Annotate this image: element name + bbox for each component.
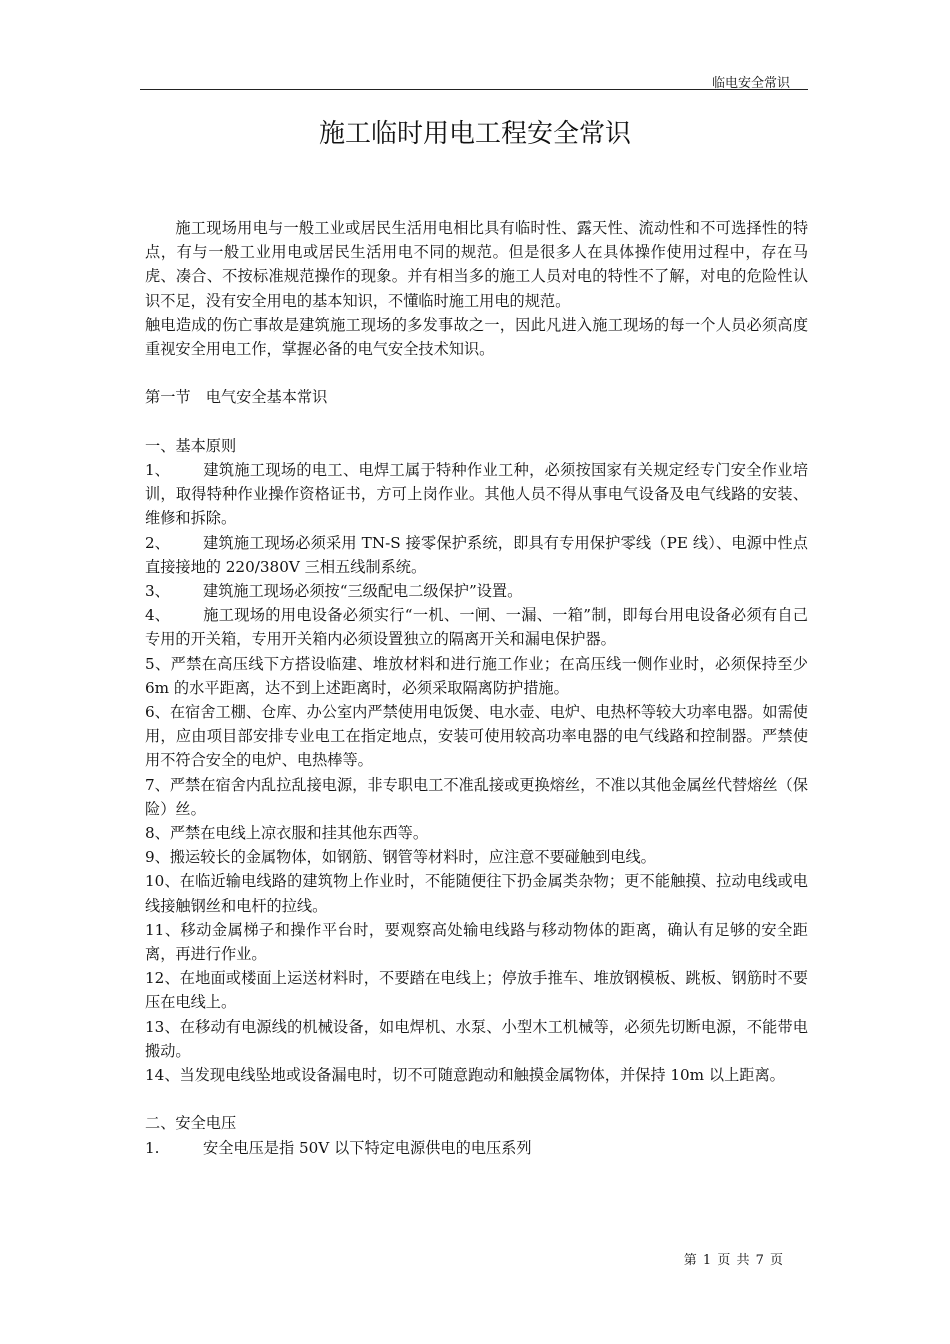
item-text: 建筑施工现场的电工、电焊工属于特种作业工种，必须按国家有关规定经专门安全作业培训，取得特种作业操作资格证书，方可上岗作业。其他人员不得从事电气设备及电气线路的安装、维修和拆除。 bbox=[145, 461, 808, 528]
item-text: 施工现场的用电设备必须实行“一机、一闸、一漏、一箱”制，即每台用电设备必须有自己专用的开关箱，专用开关箱内必须设置独立的隔离开关和漏电保护器。 bbox=[145, 606, 808, 649]
item-text: 建筑施工现场必须采用 TN-S 接零保护系统，即具有专用保护零线（PE 线）、电源中性点直接接地的 220/380V 三相五线制系统。 bbox=[145, 533, 808, 576]
list-item bbox=[145, 531, 808, 579]
item-number: 1、 bbox=[145, 461, 170, 479]
list-item: 12、在地面或楼面上运送材料时，不要踏在电线上；停放手推车、堆放钢模板、跳板、钢筋时不要压在电线上。 bbox=[145, 969, 808, 1012]
list-item: 8、严禁在电线上凉衣服和挂其他东西等。 bbox=[145, 824, 429, 843]
item-number: 2、 bbox=[145, 533, 170, 552]
document-title: 施工临时用电工程安全常识 bbox=[318, 119, 631, 149]
list-item: 13、在移动有电源线的机械设备，如电焊机、水泵、小型木工机械等，必须先切断电源，不能带电搬动。 bbox=[145, 1017, 808, 1060]
subsection-heading: 二、安全电压 bbox=[145, 1114, 237, 1133]
list-item: 14、当发现电线坠地或设备漏电时，切不可随意跑动和触摸金属物体，并保持 10m 以上距离。 bbox=[145, 1066, 785, 1085]
intro-paragraph: 触电造成的伤亡事故是建筑施工现场的多发事故之一，因此凡进入施工现场的每一个人员必须高度重视安全用电工作，掌握必备的电气安全技术知识。 bbox=[145, 315, 808, 359]
item-number: 3、 bbox=[145, 582, 170, 601]
document-body bbox=[145, 216, 808, 1160]
list-item: 6、在宿舍工棚、仓库、办公室内严禁使用电饭煲、电水壶、电炉、电热杯等较大功率电器。如需使用，应由项目部安排专业电工在指定地点，安装可使用较高功率电器的电气线路和控制器。严禁使用不符合安全的电炉、电热棒等。 bbox=[145, 703, 808, 770]
subsection-heading: 一、基本原则 bbox=[145, 436, 237, 455]
list-item bbox=[145, 603, 808, 651]
page-number: 第 1 页 共 7 页 bbox=[683, 1253, 784, 1268]
list-item: 5、严禁在高压线下方搭设临建、堆放材料和进行施工作业；在高压线一侧作业时，必须保持至少 6m 的水平距离，达不到上述距离时，必须采取隔离防护措施。 bbox=[145, 654, 808, 697]
item-text: 安全电压是指 50V 以下特定电源供电的电压系列 bbox=[203, 1138, 532, 1157]
item-text: 建筑施工现场必须按“三级配电二级保护”设置。 bbox=[203, 582, 523, 601]
list-item: 11、移动金属梯子和操作平台时，要观察高处输电线路与移动物体的距离，确认有足够的安全距离，再进行作业。 bbox=[145, 920, 808, 964]
list-item: 10、在临近输电线路的建筑物上作业时，不能随便往下扔金属类杂物；更不能触摸、拉动电线或电线接触钢丝和电杆的拉线。 bbox=[145, 872, 808, 915]
header-text: 临电安全常识 bbox=[711, 76, 790, 91]
list-item bbox=[145, 1136, 808, 1160]
page-header bbox=[140, 70, 808, 90]
section-heading: 第一节 电气安全基本常识 bbox=[145, 388, 328, 407]
item-number: 4、 bbox=[145, 606, 170, 625]
list-item bbox=[145, 458, 808, 531]
list-item bbox=[145, 579, 808, 603]
intro-paragraph: 施工现场用电与一般工业或居民生活用电相比具有临时性、露天性、流动性和不可选择性的特点，有与一般工业用电或居民生活用电不同的规范。但是很多人在具体操作使用过程中，存在马虎、凑合、不按标准规范操作的现象。并有相当多的施工人员对电的特性不了解，对电的危险性认识不足，没有安全用电的基本知识，不懂临时施工用电的规范。 bbox=[145, 219, 808, 310]
list-item: 9、搬运较长的金属物体，如钢筋、钢管等材料时，应注意不要碰触到电线。 bbox=[145, 848, 656, 867]
item-number: 1. bbox=[145, 1138, 160, 1157]
list-item: 7、严禁在宿舍内乱拉乱接电源，非专职电工不准乱接或更换熔丝，不准以其他金属丝代替熔丝（保险）丝。 bbox=[145, 775, 808, 818]
